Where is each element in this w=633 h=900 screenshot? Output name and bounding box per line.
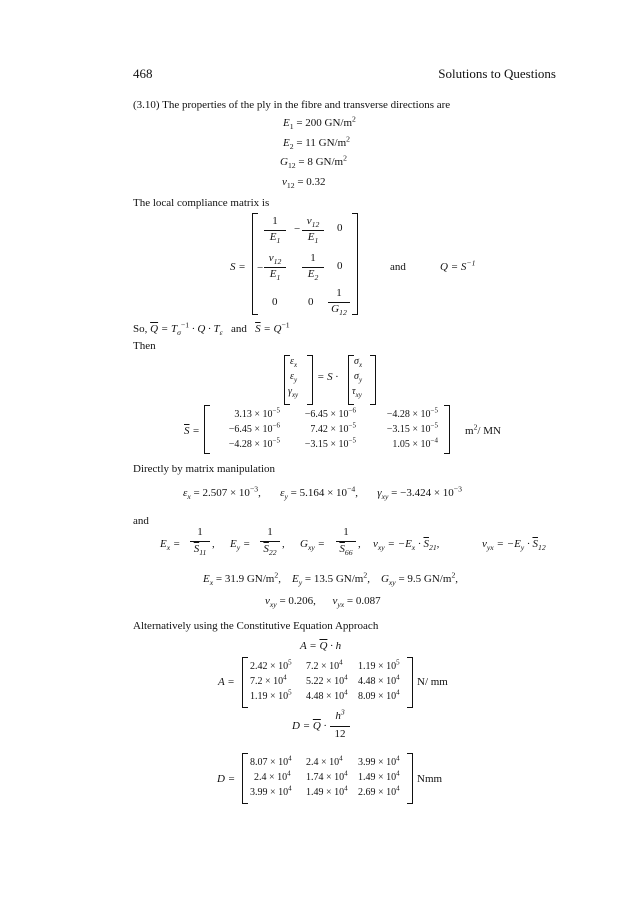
D-r1c3: $3.99 \times 10^4$	[358, 754, 400, 768]
A-r1c2: $7.2 \times 10^4$	[306, 658, 343, 672]
property-v12: $\nu_{12} = 0.32$	[282, 176, 326, 191]
D-r3c2: $1.49 \times 10^4$	[306, 784, 348, 798]
running-title: Solutions to Questions	[438, 66, 556, 81]
D-r2c1: $2.4 \times 10^4$	[254, 769, 291, 783]
D-bracket-right	[407, 753, 413, 804]
moduli-values-line2: $\nu_{xy} = 0.206$, $\nu_{yx} = 0.087$	[265, 595, 381, 610]
and-label: and	[133, 515, 149, 527]
sbar-unit: $m^2/$ MN	[465, 422, 501, 437]
moduli-formulas: $E_x$ = 1 $\overline{S}_{11}$ , $E_y$ = 1 $\overline{S}_{22}$ , $G_{xy}$ = 1 $\overline{S}_{66}$ , $\nu_{xy} = -E_x \cdot \overline{S}_{21}$, $\nu_{yx} = -E_y \cdot \overline{S}_{12}$	[160, 526, 546, 558]
D-r1c2: $2.4 \times 10^4$	[306, 754, 343, 768]
question-text: The properties of the ply in the fibre and transverse directions are	[162, 99, 451, 111]
sbar-r1c2: $-6.45 \times 10^{-6}$	[304, 406, 356, 420]
m32: 0	[308, 296, 314, 308]
sbar-r3c3: $1.05 \times 10^{-4}$	[392, 436, 438, 450]
gamma-xy: $\gamma_{xy}$	[288, 386, 299, 399]
D-eq-bar	[330, 726, 350, 727]
eps-y: $\varepsilon_y$	[290, 371, 298, 384]
D-eq-numerator: $h^3$	[335, 707, 345, 722]
A-r1c1: $2.42 \times 10^5$	[250, 658, 292, 672]
sbar-r2c2: $7.42 \times 10^{-5}$	[310, 421, 356, 435]
A-bracket-left	[242, 657, 248, 708]
m21-sign: −	[257, 262, 264, 274]
question-intro	[133, 99, 450, 111]
sbar-r3c2: $-3.15 \times 10^{-5}$	[304, 436, 356, 450]
sbar-bracket-right	[444, 405, 450, 454]
D-r2c2: $1.74 \times 10^4$	[306, 769, 348, 783]
A-bracket-right	[407, 657, 413, 708]
sbar-lhs: $\overline{S}$ =	[184, 425, 200, 437]
m21-den: $E_1$	[269, 268, 281, 283]
strain-stress-mid: = S ·	[317, 371, 339, 383]
m22-num: 1	[310, 252, 316, 264]
compliance-lhs: S =	[230, 261, 246, 273]
A-r2c2: $5.22 \times 10^4$	[306, 673, 348, 687]
question-label: (3.10)	[133, 99, 160, 111]
m21-num: $\nu_{12}$	[268, 252, 282, 267]
sig-bracket-right	[370, 355, 376, 405]
m11-den: $E_1$	[269, 231, 281, 246]
m12-den: $E_1$	[307, 231, 319, 246]
sbar-r1c3: $-4.28 \times 10^{-5}$	[386, 406, 438, 420]
D-bracket-left	[242, 753, 248, 804]
m12-sign: −	[294, 223, 301, 235]
D-r3c3: $2.69 \times 10^4$	[358, 784, 400, 798]
A-r3c2: $4.48 \times 10^4$	[306, 688, 348, 702]
transform-line: So, $\overline{Q} = T_\sigma^{-1} \cdot Q \cdot T_\varepsilon$ and $\overline{S} = Q^{-1}$	[133, 320, 290, 338]
m23: 0	[337, 260, 343, 272]
m33-den: $G_{12}$	[331, 303, 347, 318]
then-label: Then	[133, 340, 156, 352]
compliance-bracket-right	[352, 213, 358, 315]
alt-text: Alternatively using the Constitutive Equation Approach	[133, 620, 379, 632]
m22-den: $E_2$	[307, 268, 319, 283]
A-r1c3: $1.19 \times 10^5$	[358, 658, 400, 672]
m12-num: $\nu_{12}$	[306, 215, 320, 230]
sbar-r3c1: $-4.28 \times 10^{-5}$	[228, 436, 280, 450]
m13: 0	[337, 222, 343, 234]
D-lhs: D =	[217, 773, 236, 785]
page-number: 468	[133, 66, 153, 81]
D-unit: Nmm	[417, 773, 443, 785]
m31: 0	[272, 296, 278, 308]
A-lhs: A =	[218, 676, 235, 688]
sbar-r2c1: $-6.45 \times 10^{-6}$	[228, 421, 280, 435]
tau-xy: $\tau_{xy}$	[352, 386, 362, 399]
eps-x: $\varepsilon_x$	[290, 356, 298, 369]
sbar-r2c3: $-3.15 \times 10^{-5}$	[386, 421, 438, 435]
A-r3c3: $8.09 \times 10^4$	[358, 688, 400, 702]
A-unit: N/ mm	[417, 676, 448, 688]
A-equation: $A = \overline{Q} \cdot h$	[300, 640, 342, 652]
compliance-intro: The local compliance matrix is	[133, 197, 270, 209]
A-r2c3: $4.48 \times 10^4$	[358, 673, 400, 687]
sbar-r1c1: $3.13 \times 10^{-5}$	[234, 406, 280, 420]
moduli-values-line1: $E_x = 31.9$ $GN/m^2$, $E_y = 13.5$ $GN/m^2$, $G_{xy} = 9.5$ $GN/m^2$,	[203, 570, 459, 588]
property-E2: $E_2 = 11$ $GN/m^2$	[283, 134, 350, 152]
strain-results: $\varepsilon_x = 2.507 \times 10^{-3}$, $\varepsilon_y = 5.164 \times 10^{-4}$, $\gamma_{xy} = -3.424 \times 10^{-3}$	[183, 484, 462, 502]
direct-text: Directly by matrix manipulation	[133, 463, 276, 475]
property-G12: $G_{12} = 8$ $GN/m^2$	[280, 153, 347, 171]
D-eq-denominator: 12	[334, 728, 346, 740]
A-r3c1: $1.19 \times 10^5$	[250, 688, 292, 702]
sigma-x: $\sigma_x$	[354, 356, 363, 369]
D-equation: $D = \overline{Q}$ ·	[292, 720, 327, 732]
compliance-and: and	[390, 261, 406, 273]
m11-num: 1	[272, 215, 278, 227]
property-E1: $E_1 = 200$ $GN/m^2$	[283, 114, 356, 132]
m33-num: 1	[336, 287, 342, 299]
A-r2c1: $7.2 \times 10^4$	[250, 673, 287, 687]
D-r2c3: $1.49 \times 10^4$	[358, 769, 400, 783]
D-r1c1: $8.07 \times 10^4$	[250, 754, 292, 768]
D-r3c1: $3.99 \times 10^4$	[250, 784, 292, 798]
q-equals-s-inverse: $Q = S^{-1}$	[440, 258, 476, 273]
eps-bracket-right	[307, 355, 313, 405]
sigma-y: $\sigma_y$	[354, 371, 363, 384]
